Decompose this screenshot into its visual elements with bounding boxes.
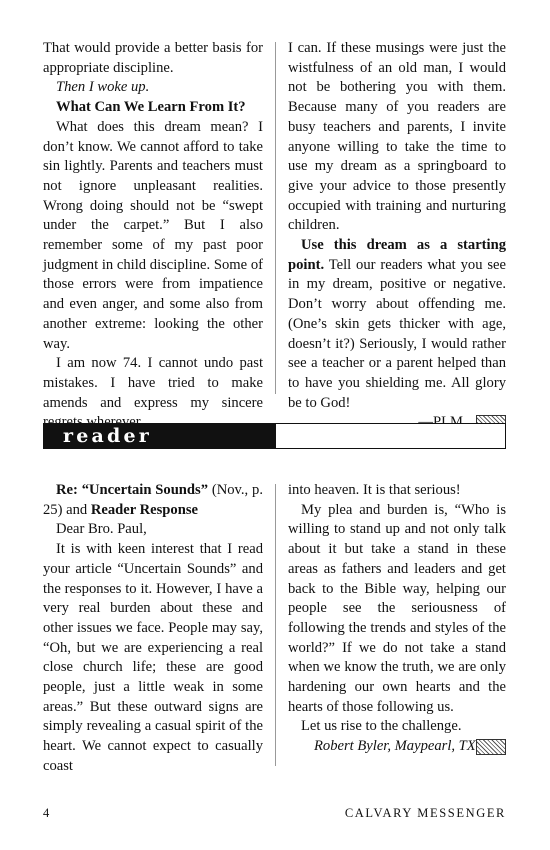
banner-black-block <box>44 424 276 469</box>
paragraph-italic: Then I woke up. <box>56 79 150 96</box>
paragraph: What does this dream mean? I don’t know. We cannot afford to take sin lightly. Parents and teachers must not ignore unpleasant realities. Wrong doing should not be “swept under the carpet.” But I also remember some of my past poor judgment in child discipline. Some of those errors were from impatience and even anger, and some also from another extreme: looking the other way. <box>43 118 263 352</box>
paragraph-rest: Tell our readers what you see in my dream, positive or negative. Don’t worry about offending me. (One’s skin gets thicker with age, doesn’t it?) Seriously, I would rather see a teacher or a parent helped than to have you shielding me. All glory be to God! <box>288 256 506 411</box>
banner-title: reader response <box>63 425 184 469</box>
page-number: 4 <box>43 806 50 820</box>
reference-detail: (Nov., p. 25) and <box>43 482 263 518</box>
reference-line <box>43 481 263 520</box>
reference-title-2: Reader Response <box>90 501 198 518</box>
section-heading: What Can We Learn From It? <box>56 99 246 116</box>
article-column-bottom-left <box>43 481 263 777</box>
paragraph: It is with keen interest that I read your article “Uncertain Sounds” and the responses to it. However, I have a very real burden about these and other issues we face. People may say, “Oh, but we are experiencing a real close church life; these are good people, just a little weak in some areas.” But these outward signs are simply revealing a casual spirit of the heart. We cannot expect to casually coast <box>43 541 263 774</box>
salutation: Dear Bro. Paul, <box>56 521 147 538</box>
paragraph: That would provide a better basis for appropriate discipline. <box>43 40 263 76</box>
paragraph: into heaven. It is that serious! <box>288 482 461 498</box>
signature: Robert Byler, Maypearl, TX <box>314 738 476 755</box>
paragraph <box>288 236 506 413</box>
publication-name: CALVARY MESSENGER <box>344 806 506 820</box>
article-column-top-right <box>288 39 506 433</box>
paragraph: I can. If these musings were just the wistfulness of an old man, I would not be bothering you with them. Because many of you readers are busy teachers and parents, I invite anyone willing to take the time to use my dream as a springboard to give your advice to those presently occupied with training and nurturing children. <box>288 40 506 234</box>
bold-lead: Use this dream as a starting point. <box>288 237 506 273</box>
article-column-bottom-right <box>288 481 506 757</box>
end-mark-icon <box>476 739 506 755</box>
article-column-top-left <box>43 39 263 433</box>
reference-title: Re: “Uncertain Sounds” <box>56 482 209 498</box>
paragraph: Let us rise to the challenge. <box>301 718 462 735</box>
column-divider <box>275 484 276 766</box>
section-banner <box>43 423 506 469</box>
signature-line <box>288 737 506 757</box>
paragraph: My plea and burden is, “Who is willing to stand up and not only talk about it but take a stand in these areas as fathers and leaders and get back to the Bible way, helping our people see the seriousness of following the trends and styles of the world?” If we do not take a stand when we know the truth, we are only hardening our own hearts and the hearts of those following us. <box>288 501 506 715</box>
column-divider <box>275 42 276 394</box>
paragraph: I am now 74. I cannot undo past mistakes. I have tried to make amends and express my sincere <box>43 355 263 411</box>
